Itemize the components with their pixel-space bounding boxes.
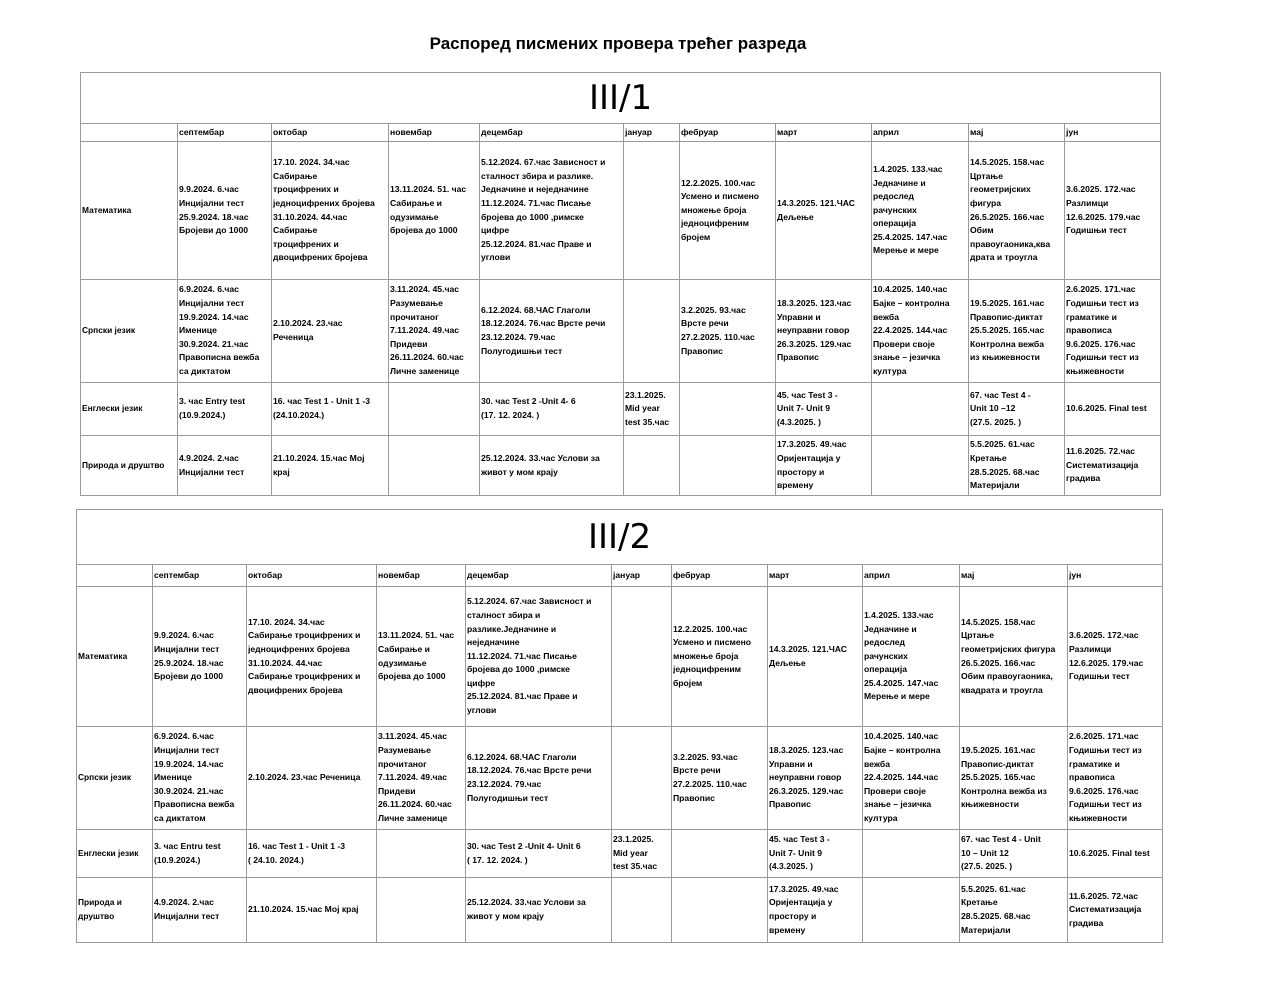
schedule-cell [672, 830, 768, 878]
subject-label: Природа и друштво [77, 878, 153, 943]
month-header: децембар [466, 565, 612, 587]
schedule-table-class-2 [76, 509, 1163, 943]
schedule-cell: 3.6.2025. 172.час Разлимци 12.6.2025. 179.час Годишњи тест [1068, 587, 1163, 727]
schedule-cell [624, 436, 680, 496]
schedule-cell [863, 830, 960, 878]
schedule-cell: 18.3.2025. 123.час Управни и неуправни говор 26.3.2025. 129.час Правопис [776, 280, 872, 383]
subject-label: Енглески језик [77, 830, 153, 878]
schedule-cell: 14.3.2025. 121.ЧАС Дељење [768, 587, 863, 727]
schedule-cell: 2.6.2025. 171.час Годишњи тест из граматике и правописа 9.6.2025. 176.час Годишњи тест из књижевности [1065, 280, 1161, 383]
schedule-cell [672, 878, 768, 943]
schedule-cell: 5.5.2025. 61.час Кретање 28.5.2025. 68.час Материјали [960, 878, 1068, 943]
schedule-cell [389, 436, 480, 496]
schedule-cell: 17.3.2025. 49.час Оријентација у простору и времену [776, 436, 872, 496]
month-header: септембар [178, 124, 272, 142]
schedule-cell: 10.4.2025. 140.час Бајке – контролна вежба 22.4.2025. 144.час Провери своје знање – језичка култура [872, 280, 969, 383]
subject-row [77, 830, 1163, 878]
schedule-table-class-1 [80, 72, 1161, 496]
schedule-cell: 45. час Test 3 - Unit 7- Unit 9 (4.3.2025. ) [776, 383, 872, 436]
schedule-cell: 30. час Test 2 -Unit 4- 6 (17. 12. 2024. ) [480, 383, 624, 436]
schedule-cell: 1.4.2025. 133.час Једначине и редослед рачунских операција 25.4.2025. 147.час Мерење и мере [872, 142, 969, 280]
subject-label: Математика [77, 587, 153, 727]
month-header: мај [960, 565, 1068, 587]
document-title: Распоред писмених провера трећег разреда [429, 34, 807, 53]
schedule-cell: 67. час Test 4 - Unit 10 – Unit 12 (27.5. 2025. ) [960, 830, 1068, 878]
schedule-cell: 2.10.2024. 23.час Реченица [247, 727, 377, 830]
schedule-cell: 19.5.2025. 161.час Правопис-диктат 25.5.2025. 165.час Контролна вежба из књижевности [960, 727, 1068, 830]
schedule-cell: 3.11.2024. 45.час Разумевање прочитаног 7.11.2024. 49.час Придеви 26.11.2024. 60.час Личне заменице [377, 727, 466, 830]
schedule-cell: 30. час Test 2 -Unit 4- Unit 6 ( 17. 12. 2024. ) [466, 830, 612, 878]
month-header: јун [1065, 124, 1161, 142]
subject-label: Природа и друштво [81, 436, 178, 496]
class-label: III/2 [77, 510, 1163, 565]
subject-label: Српски језик [77, 727, 153, 830]
schedule-cell: 5.5.2025. 61.час Кретање 28.5.2025. 68.час Материјали [969, 436, 1065, 496]
month-header: октобар [247, 565, 377, 587]
schedule-cell: 16. час Test 1 - Unit 1 -3 (24.10.2024.) [272, 383, 389, 436]
subject-row [81, 280, 1161, 383]
schedule-cell [872, 436, 969, 496]
schedule-cell: 12.2.2025. 100.час Усмено и писмено множење броја једноцифреним бројем [672, 587, 768, 727]
schedule-cell: 3.2.2025. 93.час Врсте речи 27.2.2025. 110.час Правопис [672, 727, 768, 830]
schedule-cell: 3.11.2024. 45.час Разумевање прочитаног 7.11.2024. 49.час Придеви 26.11.2024. 60.час Личне заменице [389, 280, 480, 383]
schedule-cell [612, 727, 672, 830]
month-header: април [863, 565, 960, 587]
schedule-cell: 3. час Entry test (10.9.2024.) [178, 383, 272, 436]
month-header: април [872, 124, 969, 142]
schedule-cell [612, 587, 672, 727]
schedule-cell: 3.6.2025. 172.час Разлимци 12.6.2025. 179.час Годишњи тест [1065, 142, 1161, 280]
schedule-cell [680, 436, 776, 496]
schedule-cell: 14.5.2025. 158.час Цртање геометријских фигура 26.5.2025. 166.час Обим правоугаоника,ква драта и троугла [969, 142, 1065, 280]
month-header: новембар [389, 124, 480, 142]
schedule-cell: 17.10. 2024. 34.час Сабирање троцифрених и једноцифрених бројева 31.10.2024. 44.час Сабирање троцифрених и двоцифрених бројева [247, 587, 377, 727]
subject-label: Математика [81, 142, 178, 280]
schedule-cell: 21.10.2024. 15.час Мој крај [247, 878, 377, 943]
schedule-cell [872, 383, 969, 436]
month-header: фебруар [672, 565, 768, 587]
schedule-cell: 21.10.2024. 15.час Мој крај [272, 436, 389, 496]
month-header: фебруар [680, 124, 776, 142]
schedule-cell [624, 280, 680, 383]
schedule-cell: 13.11.2024. 51. час Сабирање и одузимање бројева до 1000 [377, 587, 466, 727]
schedule-cell: 45. час Test 3 - Unit 7- Unit 9 (4.3.2025. ) [768, 830, 863, 878]
schedule-cell: 2.10.2024. 23.час Реченица [272, 280, 389, 383]
schedule-cell [389, 383, 480, 436]
month-header: јануар [624, 124, 680, 142]
corner-cell [81, 124, 178, 142]
schedule-cell: 5.12.2024. 67.час Зависност и сталност збира и разлике. Једначине и неједначине 11.12.2024. 71.час Писање бројева до 1000 ,римске цифре 25.12.2024. 81.час Праве и углови [480, 142, 624, 280]
corner-cell [77, 565, 153, 587]
month-header: септембар [153, 565, 247, 587]
schedule-cell: 6.9.2024. 6.час Инцијални тест 19.9.2024. 14.час Именице 30.9.2024. 21.час Правописна вежба са диктатом [153, 727, 247, 830]
schedule-cell: 9.9.2024. 6.час Инцијални тест 25.9.2024. 18.час Бројеви до 1000 [178, 142, 272, 280]
schedule-cell: 6.9.2024. 6.час Инцијални тест 19.9.2024. 14.час Именице 30.9.2024. 21.час Правописна вежба са диктатом [178, 280, 272, 383]
schedule-cell: 11.6.2025. 72.час Систематизација градива [1068, 878, 1163, 943]
subject-label: Енглески језик [81, 383, 178, 436]
schedule-cell: 6.12.2024. 68.ЧАС Глаголи 18.12.2024. 76.час Врсте речи 23.12.2024. 79.час Полугодишњи тест [466, 727, 612, 830]
month-header: октобар [272, 124, 389, 142]
schedule-cell: 23.1.2025. Mid year test 35.час [624, 383, 680, 436]
schedule-cell: 10.6.2025. Final test [1068, 830, 1163, 878]
schedule-cell [624, 142, 680, 280]
subject-row [81, 142, 1161, 280]
subject-row [77, 727, 1163, 830]
schedule-cell: 18.3.2025. 123.час Управни и неуправни говор 26.3.2025. 129.час Правопис [768, 727, 863, 830]
schedule-cell: 16. час Test 1 - Unit 1 -3 ( 24.10. 2024.) [247, 830, 377, 878]
schedule-cell: 17.10. 2024. 34.час Сабирање троцифрених и једноцифрених бројева 31.10.2024. 44.час Сабирање троцифрених и двоцифрених бројева [272, 142, 389, 280]
month-header: јануар [612, 565, 672, 587]
schedule-cell: 13.11.2024. 51. час Сабирање и одузимање бројева до 1000 [389, 142, 480, 280]
schedule-cell: 17.3.2025. 49.час Оријентација у простору и времену [768, 878, 863, 943]
subject-row [81, 383, 1161, 436]
subject-row [81, 436, 1161, 496]
month-header: децембар [480, 124, 624, 142]
class-label: III/1 [81, 73, 1161, 124]
month-header: март [776, 124, 872, 142]
schedule-cell: 12.2.2025. 100.час Усмено и писмено множење броја једноцифреним бројем [680, 142, 776, 280]
month-header: мај [969, 124, 1065, 142]
schedule-cell: 10.4.2025. 140.час Бајке – контролна вежба 22.4.2025. 144.час Провери своје знање – језичка култура [863, 727, 960, 830]
schedule-cell [377, 830, 466, 878]
schedule-cell [863, 878, 960, 943]
schedule-cell: 14.3.2025. 121.ЧАС Дељење [776, 142, 872, 280]
schedule-cell: 1.4.2025. 133.час Једначине и редослед рачунских операција 25.4.2025. 147.час Мерење и мере [863, 587, 960, 727]
schedule-cell [680, 383, 776, 436]
schedule-cell: 3. час Entru test (10.9.2024.) [153, 830, 247, 878]
schedule-cell: 3.2.2025. 93.час Врсте речи 27.2.2025. 110.час Правопис [680, 280, 776, 383]
subject-row [77, 587, 1163, 727]
month-header: новембар [377, 565, 466, 587]
schedule-cell: 6.12.2024. 68.ЧАС Глаголи 18.12.2024. 76.час Врсте речи 23.12.2024. 79.час Полугодишњи тест [480, 280, 624, 383]
schedule-cell [377, 878, 466, 943]
schedule-cell [612, 878, 672, 943]
schedule-cell: 25.12.2024. 33.час Услови за живот у мом крају [480, 436, 624, 496]
month-header: јун [1068, 565, 1163, 587]
schedule-cell: 5.12.2024. 67.час Зависност и сталност збира и разлике.Једначине и неједначине 11.12.2024. 71.час Писање бројева до 1000 ,римске цифре 25.12.2024. 81.час Праве и углови [466, 587, 612, 727]
schedule-cell: 4.9.2024. 2.час Инцијални тест [153, 878, 247, 943]
month-header: март [768, 565, 863, 587]
schedule-cell: 10.6.2025. Final test [1065, 383, 1161, 436]
subject-row [77, 878, 1163, 943]
schedule-cell: 2.6.2025. 171.час Годишњи тест из граматике и правописа 9.6.2025. 176.час Годишњи тест из књижевности [1068, 727, 1163, 830]
schedule-cell: 4.9.2024. 2.час Инцијални тест [178, 436, 272, 496]
schedule-cell: 25.12.2024. 33.час Услови за живот у мом крају [466, 878, 612, 943]
schedule-cell: 9.9.2024. 6.час Инцијални тест 25.9.2024. 18.час Бројеви до 1000 [153, 587, 247, 727]
subject-label: Српски језик [81, 280, 178, 383]
schedule-cell: 23.1.2025. Mid year test 35.час [612, 830, 672, 878]
schedule-cell: 11.6.2025. 72.час Систематизација градива [1065, 436, 1161, 496]
schedule-cell: 67. час Test 4 - Unit 10 –12 (27.5. 2025. ) [969, 383, 1065, 436]
schedule-cell: 14.5.2025. 158.час Цртање геометријских фигура 26.5.2025. 166.час Обим правоугаоника, квадрата и троугла [960, 587, 1068, 727]
schedule-cell: 19.5.2025. 161.час Правопис-диктат 25.5.2025. 165.час Контролна вежба из књижевности [969, 280, 1065, 383]
